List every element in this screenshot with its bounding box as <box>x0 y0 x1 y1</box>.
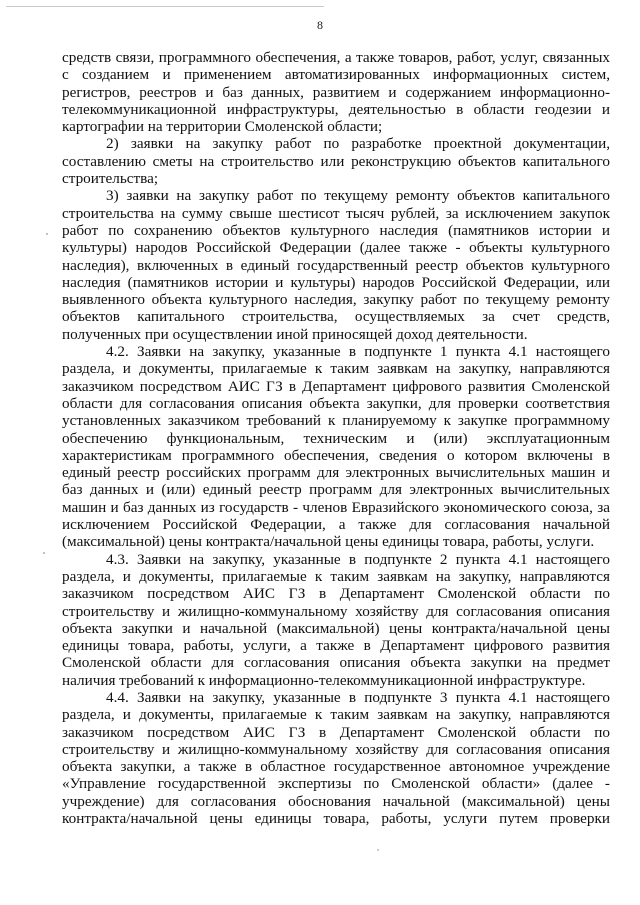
page-number: 8 <box>317 18 323 32</box>
paragraph-item-2: 2) заявки на закупку работ по разработке проектной документации, составлению сметы на строительство или реконструкцию объектов капитального строительства; <box>62 135 610 188</box>
paragraph-continuation: средств связи, программного обеспечения, а также товаров, работ, услуг, связанных с созданием и применением автоматизированных информационных систем, регистров, реестров и баз данных, развитием и содержанием информационно-телекоммуникационной инфраструктуры, деятельностью в области геодезии и картографии на территории Смоленской области; <box>62 49 610 136</box>
scan-artifact-dot <box>46 233 48 235</box>
scan-artifact-dot <box>377 849 379 851</box>
scan-artifact-dot <box>43 552 45 554</box>
scan-artifact-line <box>6 6 324 7</box>
paragraph-4-2: 4.2. Заявки на закупку, указанные в подпункте 1 пункта 4.1 настоящего раздела, и документы, прилагаемые к таким заявкам на закупку, направляются заказчиком посредством АИС ГЗ в Департамент цифрового развития Смоленской области для согласования описания объекта закупки, для проверки соответствия установленных заказчиком требований к планируемому к закупке программному обеспечению функциональным, техническим и (или) эксплуатационным характеристикам программного обеспечения, сведения о котором включены в единый реестр российских программ для электронных вычислительных машин и баз данных и (или) единый реестр программ для электронных вычислительных машин и баз данных из государств - членов Евразийского экономического союза, за исключением Российской Федерации, а также для согласования начальной (максимальной) цены контракта/начальной цены единицы товара, работы, услуги. <box>62 343 610 551</box>
paragraph-4-4: 4.4. Заявки на закупку, указанные в подпункте 3 пункта 4.1 настоящего раздела, и документы, прилагаемые к таким заявкам на закупку, направляются заказчиком посредством АИС ГЗ в Департамент Смоленской области по строительству и жилищно-коммунальному хозяйству для согласования описания объекта закупки, а также в областное государственное автономное учреждение «Управление государственной экспертизы по Смоленской области» (далее - учреждение) для согласования обоснования начальной (максимальной) цены контракта/начальной цены единицы товара, работы, услуги путем проверки <box>62 688 610 828</box>
paragraph-item-3: 3) заявки на закупку работ по текущему ремонту объектов капитального строительства на сумму свыше шестисот тысяч рублей, за исключением закупок работ по сохранению объектов культурного наследия (памятников истории и культуры) народов Российской Федерации (далее также - объекты культурного наследия), включенных в единый государственный реестр объектов культурного наследия (памятников истории и культуры) народов Российской Федерации, или выявленного объекта культурного наследия, закупку работ по текущему ремонту объектов капитального строительства, осуществляемых за счет средств, полученных при осуществлении иной приносящей доход деятельности. <box>62 187 610 343</box>
document-body <box>62 49 610 827</box>
paragraph-4-3: 4.3. Заявки на закупку, указанные в подпункте 2 пункта 4.1 настоящего раздела, и документы, прилагаемые к таким заявкам на закупку, направляются заказчиком посредством АИС ГЗ в Департамент Смоленской области по строительству и жилищно-коммунальному хозяйству для согласования описания объекта закупки и начальной (максимальной) цены контракта/начальной цены единицы товара, работы, услуги, а также в Департамент цифрового развития Смоленской области для согласования описания объекта закупки на предмет наличия требований к информационно-телекоммуникационной инфраструктуре. <box>62 550 610 689</box>
